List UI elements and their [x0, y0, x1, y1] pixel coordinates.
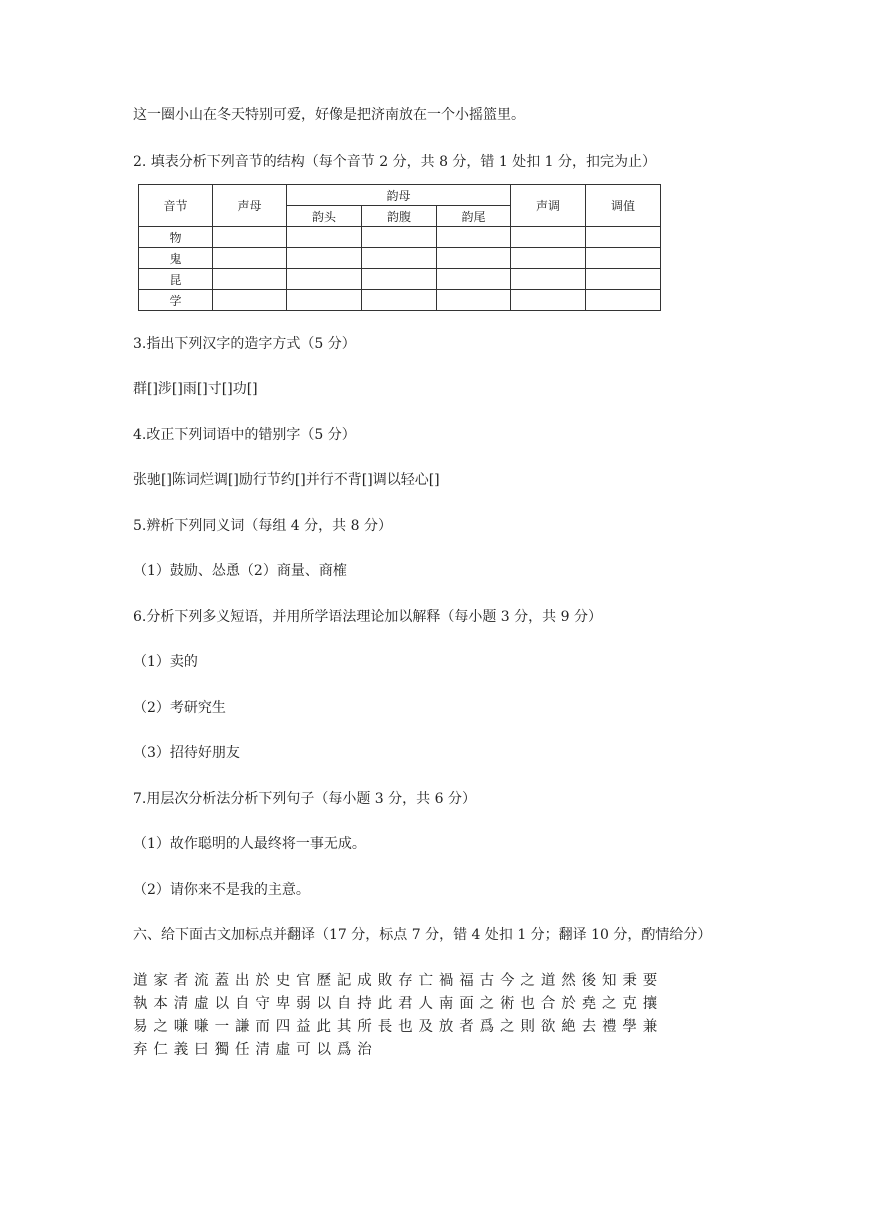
header-syllable: 音节 — [139, 185, 213, 227]
answer-cell[interactable] — [287, 290, 362, 311]
table-row — [139, 269, 661, 290]
answer-cell[interactable] — [437, 269, 511, 290]
row-syllable: 鬼 — [139, 248, 213, 269]
classical-char: 也 — [520, 996, 535, 1012]
answer-cell[interactable] — [586, 269, 661, 290]
question-7-item-2: （2）请你来不是我的主意。 — [133, 882, 310, 898]
header-final-head: 韵头 — [287, 206, 362, 227]
classical-char: 本 — [153, 996, 168, 1012]
classical-char: 兼 — [642, 1019, 658, 1035]
question-6-item-3: （3）招待好朋友 — [133, 745, 240, 761]
classical-char: 虛 — [194, 996, 209, 1012]
table-row — [139, 227, 661, 248]
classical-char: 者 — [173, 973, 189, 989]
classical-char: 絶 — [561, 1019, 576, 1035]
classical-char: 謙 — [234, 1019, 250, 1035]
classical-char: 史 — [275, 973, 291, 989]
classical-char: 古 — [479, 973, 495, 989]
classical-char: 一 — [214, 1019, 230, 1035]
classical-char: 任 — [234, 1042, 250, 1058]
header-final: 韵母 — [287, 185, 511, 206]
classical-char: 秉 — [622, 973, 637, 989]
classical-char: 仁 — [153, 1042, 168, 1058]
question-7-item-1: （1）故作聪明的人最终将一事无成。 — [133, 836, 366, 852]
classical-char: 可 — [296, 1042, 311, 1058]
answer-cell[interactable] — [287, 248, 362, 269]
answer-cell[interactable] — [213, 290, 287, 311]
classical-char: 四 — [275, 1019, 291, 1035]
answer-cell[interactable] — [511, 290, 586, 311]
classical-line-1 — [133, 970, 663, 992]
answer-cell[interactable] — [511, 269, 586, 290]
answer-cell[interactable] — [437, 290, 511, 311]
answer-cell[interactable] — [362, 248, 437, 269]
classical-char: 之 — [153, 1019, 168, 1035]
classical-char: 堯 — [581, 996, 597, 1012]
classical-char: 守 — [255, 996, 270, 1012]
classical-char: 然 — [561, 973, 576, 989]
classical-char: 要 — [642, 973, 658, 989]
answer-cell[interactable] — [511, 227, 586, 248]
classical-char: 而 — [255, 1019, 270, 1035]
classical-char: 則 — [520, 1019, 535, 1035]
answer-cell[interactable] — [437, 227, 511, 248]
answer-cell[interactable] — [437, 248, 511, 269]
answer-cell[interactable] — [362, 227, 437, 248]
classical-char: 君 — [398, 996, 413, 1012]
classical-char: 以 — [214, 996, 230, 1012]
classical-char: 學 — [622, 1019, 637, 1035]
question-7: 7.用层次分析法分析下列句子（每小题 3 分，共 6 分） — [133, 791, 476, 807]
classical-char: 弃 — [133, 1042, 148, 1058]
classical-char: 所 — [357, 1019, 372, 1035]
row-syllable: 物 — [139, 227, 213, 248]
header-tone-value: 调值 — [586, 185, 661, 227]
answer-cell[interactable] — [213, 269, 287, 290]
classical-char: 福 — [459, 973, 474, 989]
classical-char: 也 — [398, 1019, 413, 1035]
classical-char: 敗 — [377, 973, 393, 989]
header-final-belly: 韵腹 — [362, 206, 437, 227]
classical-char: 此 — [377, 996, 393, 1012]
classical-char: 執 — [133, 996, 148, 1012]
classical-char: 曰 — [194, 1042, 209, 1058]
classical-char: 其 — [336, 1019, 352, 1035]
row-syllable: 学 — [139, 290, 213, 311]
header-final-tail: 韵尾 — [437, 206, 511, 227]
classical-char: 虛 — [275, 1042, 291, 1058]
classical-line-4 — [133, 1039, 378, 1061]
classical-line-3 — [133, 1016, 663, 1038]
table-row — [139, 248, 661, 269]
classical-char: 之 — [479, 996, 495, 1012]
classical-char: 此 — [316, 1019, 332, 1035]
question-6-item-2: （2）考研究生 — [133, 700, 226, 716]
answer-cell[interactable] — [586, 248, 661, 269]
answer-cell[interactable] — [511, 248, 586, 269]
classical-char: 成 — [357, 973, 372, 989]
row-syllable: 昆 — [139, 269, 213, 290]
classical-char: 之 — [601, 996, 617, 1012]
text-line-1: 这一圈小山在冬天特别可爱，好像是把济南放在一个小摇篮里。 — [133, 107, 525, 123]
classical-char: 弱 — [296, 996, 311, 1012]
classical-char: 義 — [173, 1042, 189, 1058]
classical-char: 自 — [234, 996, 250, 1012]
answer-cell[interactable] — [586, 227, 661, 248]
classical-char: 後 — [581, 973, 597, 989]
classical-line-2 — [133, 993, 663, 1015]
question-3-items: 群[]涉[]雨[]寸[]功[] — [133, 381, 258, 397]
classical-char: 嗛 — [194, 1019, 209, 1035]
classical-char: 獨 — [214, 1042, 230, 1058]
classical-char: 嗛 — [173, 1019, 189, 1035]
classical-char: 放 — [438, 1019, 454, 1035]
classical-char: 治 — [357, 1042, 372, 1058]
classical-char: 術 — [500, 996, 515, 1012]
classical-char: 記 — [336, 973, 352, 989]
classical-char: 合 — [540, 996, 556, 1012]
classical-char: 自 — [336, 996, 352, 1012]
classical-char: 知 — [601, 973, 617, 989]
classical-char: 流 — [194, 973, 209, 989]
classical-char: 爲 — [479, 1019, 495, 1035]
classical-char: 長 — [377, 1019, 393, 1035]
table-row — [139, 290, 661, 311]
classical-char: 於 — [255, 973, 270, 989]
classical-char: 官 — [296, 973, 311, 989]
classical-char: 之 — [500, 1019, 515, 1035]
classical-char: 爲 — [336, 1042, 352, 1058]
question-6: 6.分析下列多义短语，并用所学语法理论加以解释（每小题 3 分，共 9 分） — [133, 609, 602, 625]
classical-char: 以 — [316, 996, 332, 1012]
header-tone: 声调 — [511, 185, 586, 227]
classical-char: 出 — [234, 973, 250, 989]
classical-char: 道 — [540, 973, 556, 989]
classical-char: 去 — [581, 1019, 597, 1035]
classical-char: 面 — [459, 996, 474, 1012]
question-4: 4.改正下列词语中的错别字（5 分） — [133, 427, 356, 443]
header-initial: 声母 — [213, 185, 287, 227]
classical-char: 家 — [153, 973, 168, 989]
classical-char: 今 — [500, 973, 515, 989]
classical-char: 益 — [296, 1019, 311, 1035]
classical-char: 歷 — [316, 973, 332, 989]
classical-char: 易 — [133, 1019, 148, 1035]
classical-char: 蓋 — [214, 973, 230, 989]
classical-char: 持 — [357, 996, 372, 1012]
classical-char: 禍 — [438, 973, 454, 989]
classical-char: 攘 — [642, 996, 658, 1012]
classical-char: 存 — [398, 973, 413, 989]
classical-char: 人 — [418, 996, 433, 1012]
answer-cell[interactable] — [213, 248, 287, 269]
section-6-heading: 六、给下面古文加标点并翻译（17 分，标点 7 分，错 4 处扣 1 分；翻译 10 分，酌情给分） — [133, 927, 712, 943]
classical-char: 南 — [438, 996, 454, 1012]
question-3: 3.指出下列汉字的造字方式（5 分） — [133, 336, 356, 352]
syllable-table — [138, 184, 661, 311]
question-4-items: 张驰[]陈词烂调[]励行节约[]并行不背[]调以轻心[] — [133, 472, 440, 488]
answer-cell[interactable] — [362, 290, 437, 311]
question-5: 5.辨析下列同义词（每组 4 分，共 8 分） — [133, 518, 392, 534]
answer-cell[interactable] — [287, 227, 362, 248]
classical-char: 於 — [561, 996, 576, 1012]
classical-char: 禮 — [601, 1019, 617, 1035]
classical-char: 以 — [316, 1042, 332, 1058]
answer-cell[interactable] — [213, 227, 287, 248]
answer-cell[interactable] — [586, 290, 661, 311]
question-2: 2. 填表分析下列音节的结构（每个音节 2 分，共 8 分，错 1 处扣 1 分，扣完为止） — [133, 154, 657, 170]
answer-cell[interactable] — [287, 269, 362, 290]
classical-char: 清 — [255, 1042, 270, 1058]
classical-char: 清 — [173, 996, 189, 1012]
answer-cell[interactable] — [362, 269, 437, 290]
classical-char: 亡 — [418, 973, 433, 989]
classical-char: 克 — [622, 996, 637, 1012]
question-6-item-1: （1）卖的 — [133, 654, 198, 670]
classical-char: 者 — [459, 1019, 474, 1035]
classical-char: 道 — [133, 973, 148, 989]
question-5-items: （1）鼓励、怂恿（2）商量、商榷 — [133, 563, 347, 579]
classical-char: 欲 — [540, 1019, 556, 1035]
classical-char: 及 — [418, 1019, 433, 1035]
classical-char: 卑 — [275, 996, 291, 1012]
classical-char: 之 — [520, 973, 535, 989]
